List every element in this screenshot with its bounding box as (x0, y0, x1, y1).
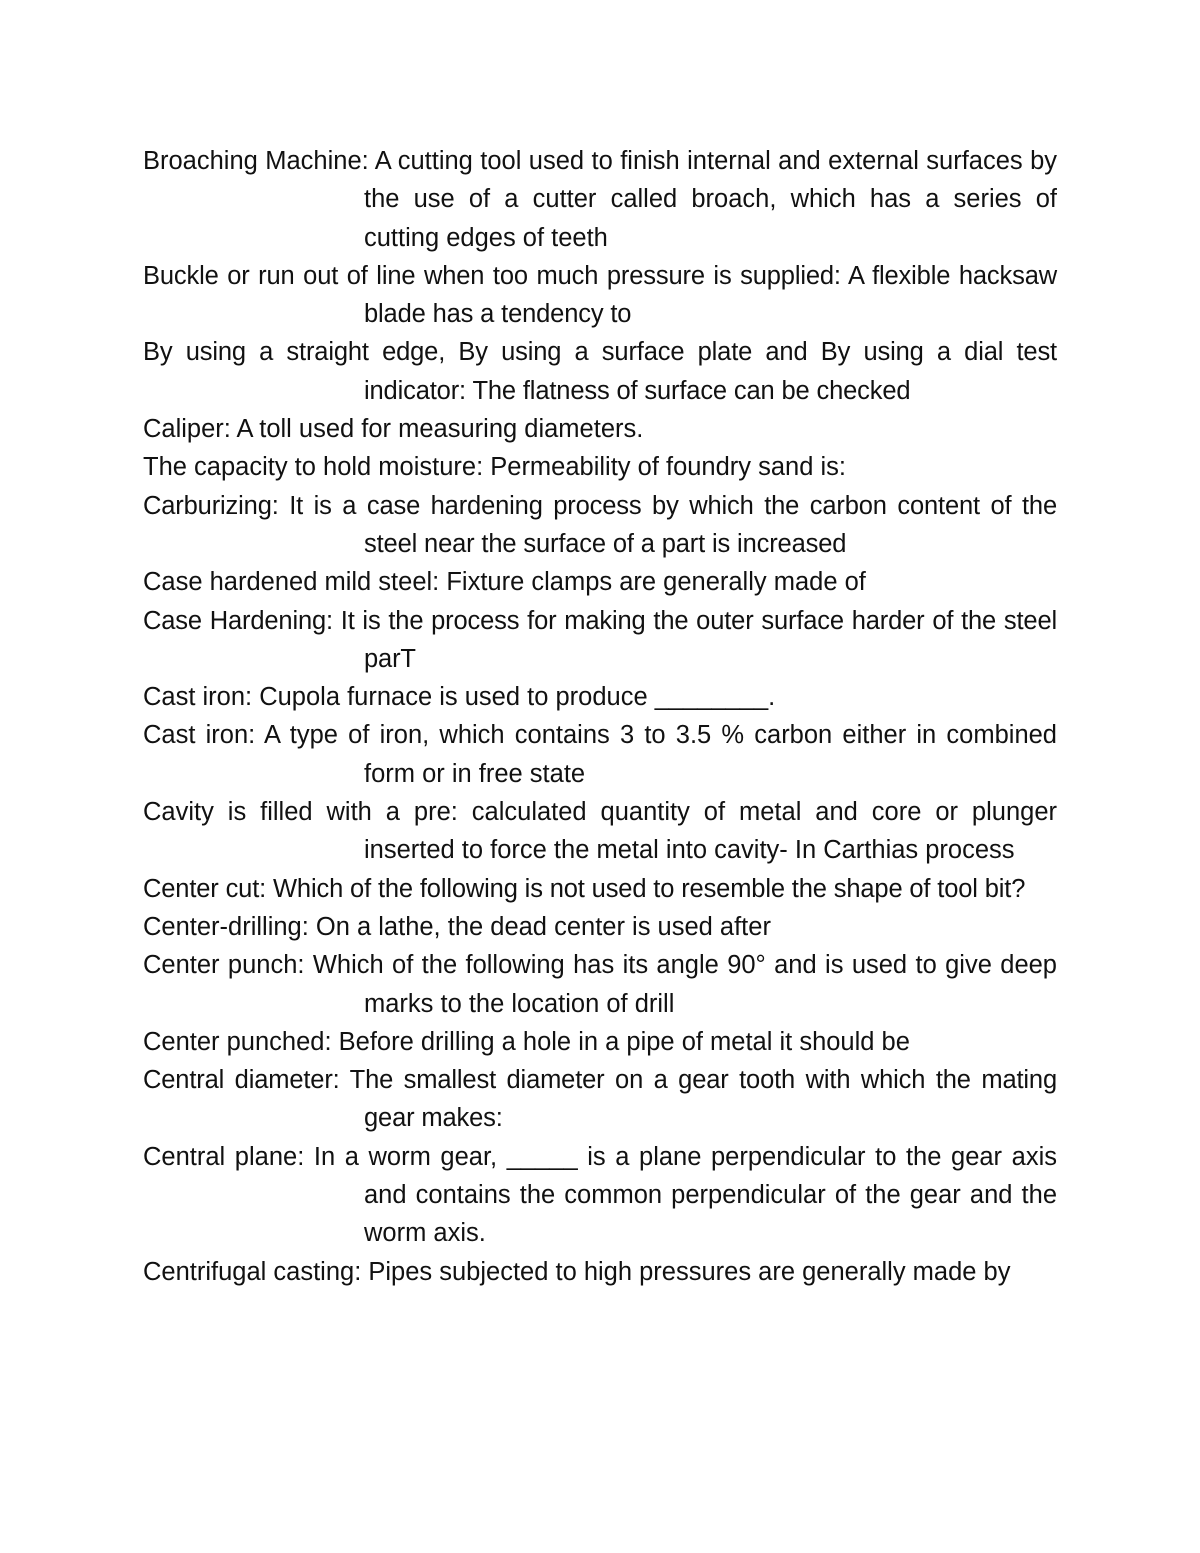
entry-central-plane: Central plane: In a worm gear, _____ is a plane perpendicular to the gear axis and contains the common perpendicular of the gear and the worm axis. (143, 1142, 1057, 1248)
entry-centrifugal-casting: Centrifugal casting: Pipes subjected to high pressures are generally made by (143, 1257, 1011, 1286)
entry-case-hardening: Case Hardening: It is the process for making the outer surface harder of the steel parT (143, 606, 1057, 673)
entry-central-diameter: Central diameter: The smallest diameter on a gear tooth with which the mating gear makes: (143, 1066, 1057, 1133)
entry-buckle: Buckle or run out of line when too much pressure is supplied: A flexible hacksaw blade has a tendency to (143, 261, 1057, 329)
entry-center-cut: Center cut: Which of the following is not used to resemble the shape of tool bit? (143, 874, 1026, 903)
entry-capacity-moisture: The capacity to hold moisture: Permeability of foundry sand is: (143, 453, 847, 482)
entry-caliper: Caliper: A toll used for measuring diameters. (143, 415, 644, 444)
entry-broaching-machine: Broaching Machine: A cutting tool used to finish internal and external surfaces by the use of a cutter called broach, which has a series of cutting edges of teeth (143, 147, 1057, 252)
entry-cavity-filled: Cavity is filled with a pre: calculated quantity of metal and core or plunger inserted to force the metal into cavity- In Carthias process (143, 798, 1057, 865)
entry-center-punched: Center punched: Before drilling a hole in a pipe of metal it should be (143, 1027, 910, 1056)
entry-case-hardened-mild-steel: Case hardened mild steel: Fixture clamps are generally made of (143, 568, 866, 597)
entry-cast-iron-cupola: Cast iron: Cupola furnace is used to produce ________. (143, 683, 776, 712)
entry-cast-iron-type: Cast iron: A type of iron, which contains 3 to 3.5 % carbon either in combined form or in free state (143, 721, 1057, 788)
entry-flatness-check: By using a straight edge, By using a surface plate and By using a dial test indicator: The flatness of surface can be checked (143, 338, 1057, 405)
entry-center-punch: Center punch: Which of the following has its angle 90° and is used to give deep marks to the location of drill (143, 951, 1057, 1018)
document-body (143, 142, 1057, 1291)
entry-center-drilling: Center-drilling: On a lathe, the dead center is used after (143, 912, 771, 941)
entry-carburizing: Carburizing: It is a case hardening process by which the carbon content of the steel near the surface of a part is increased (143, 491, 1057, 558)
